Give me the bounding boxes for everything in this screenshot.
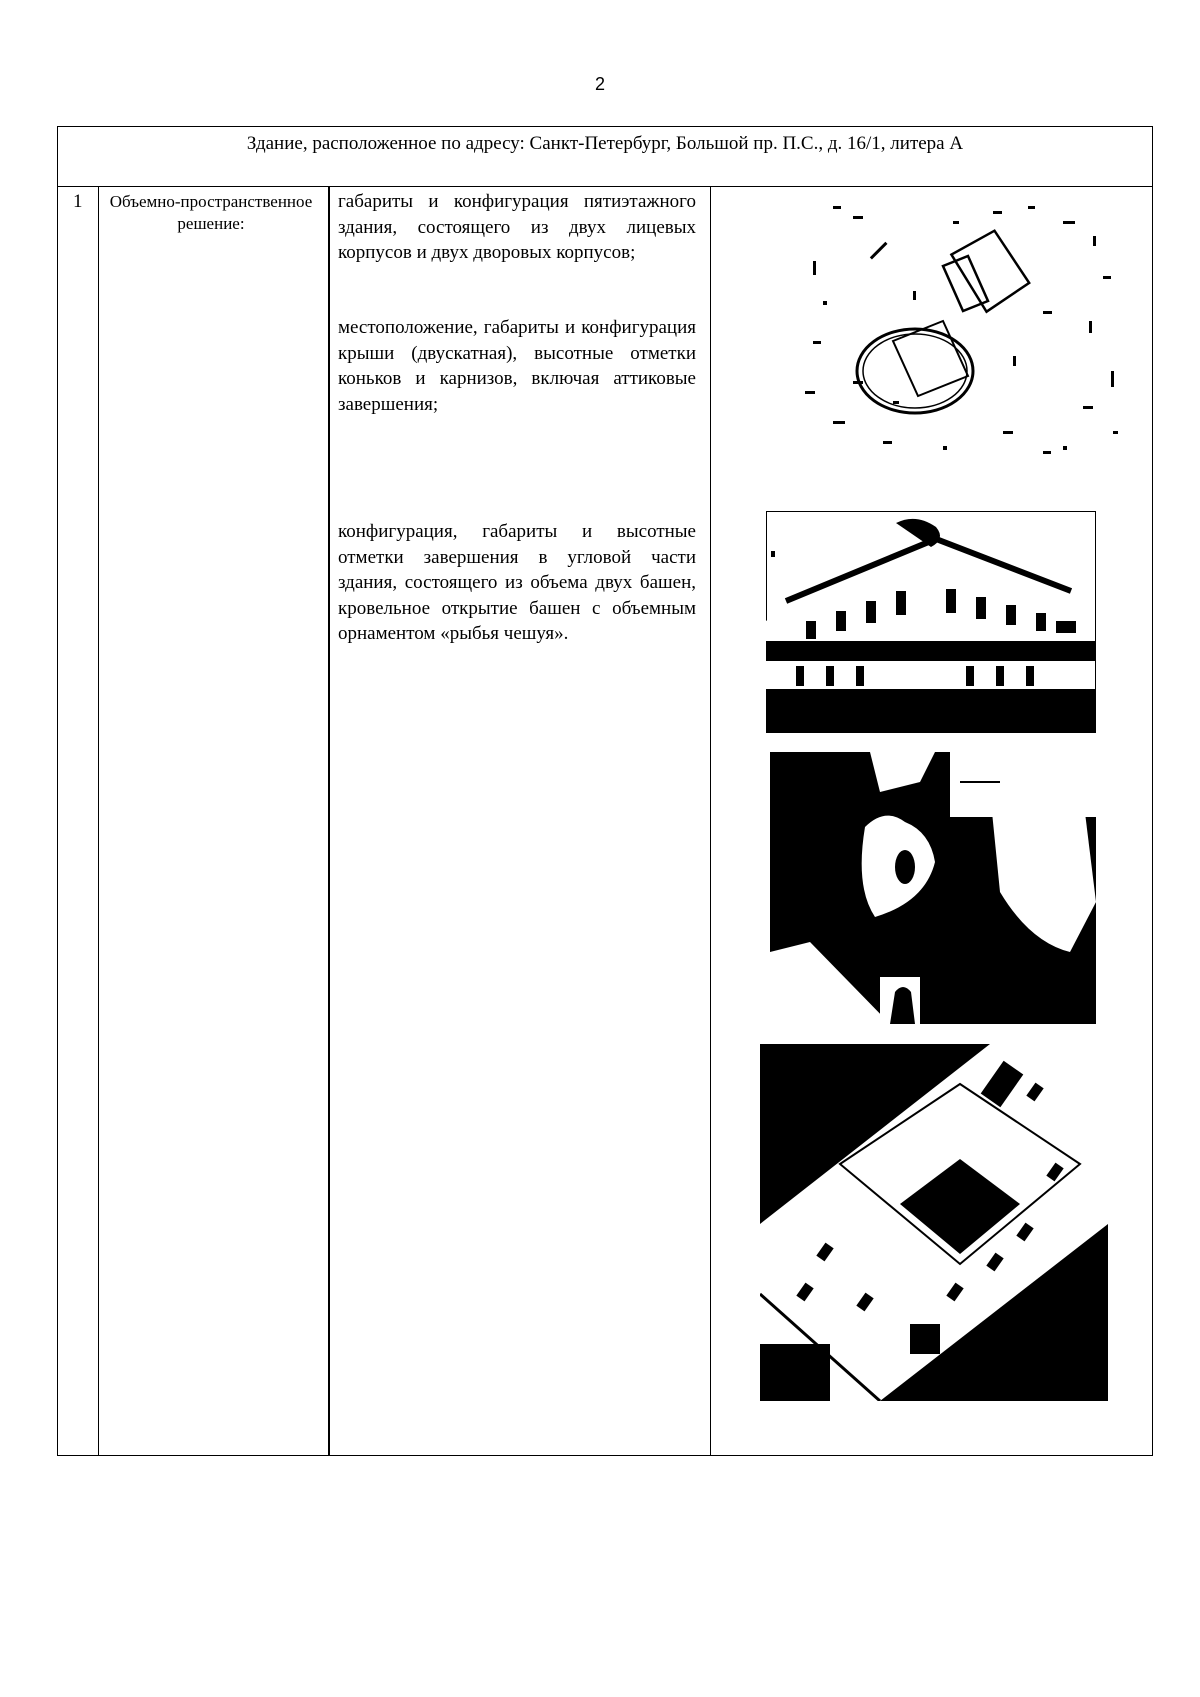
aerial-image: [760, 1044, 1108, 1401]
facade-image: [766, 511, 1096, 733]
table-header: [57, 126, 1153, 186]
category-label: Объемно-пространственное решение:: [109, 192, 313, 233]
description-towers: конфигурация, габариты и высотные отметки завершения в угловой части здания, состоящего из объема двух башен, кровельное открытие башен с объемным орнаментом «рыбья чешуя».: [338, 521, 696, 644]
site-plan-map-icon: [793, 191, 1138, 481]
description-dimensions: габариты и конфигурация пятиэтажного здания, состоящего из двух лицевых корпусов и двух дворовых корпусов;: [338, 191, 696, 263]
page-number: 2: [594, 74, 605, 94]
description-roof: местоположение, габариты и конфигурация крыши (двускатная), высотные отметки коньков и карнизов, включая аттиковые завершения;: [338, 317, 696, 415]
protection-table: [57, 186, 1153, 1456]
column-divider: [710, 187, 711, 1455]
site-plan-image: [793, 191, 1138, 481]
column-divider: [98, 187, 99, 1455]
tower-image: [770, 752, 1096, 1024]
row-number: 1: [73, 191, 83, 212]
building-address: Здание, расположенное по адресу: Санкт-Петербург, Большой пр. П.С., д. 16/1, литера А: [246, 133, 964, 154]
tower-closeup-photo-icon: [770, 752, 1096, 1024]
building-facade-photo-icon: [766, 511, 1096, 733]
aerial-roof-photo-icon: [760, 1044, 1108, 1401]
column-divider: [328, 187, 330, 1455]
